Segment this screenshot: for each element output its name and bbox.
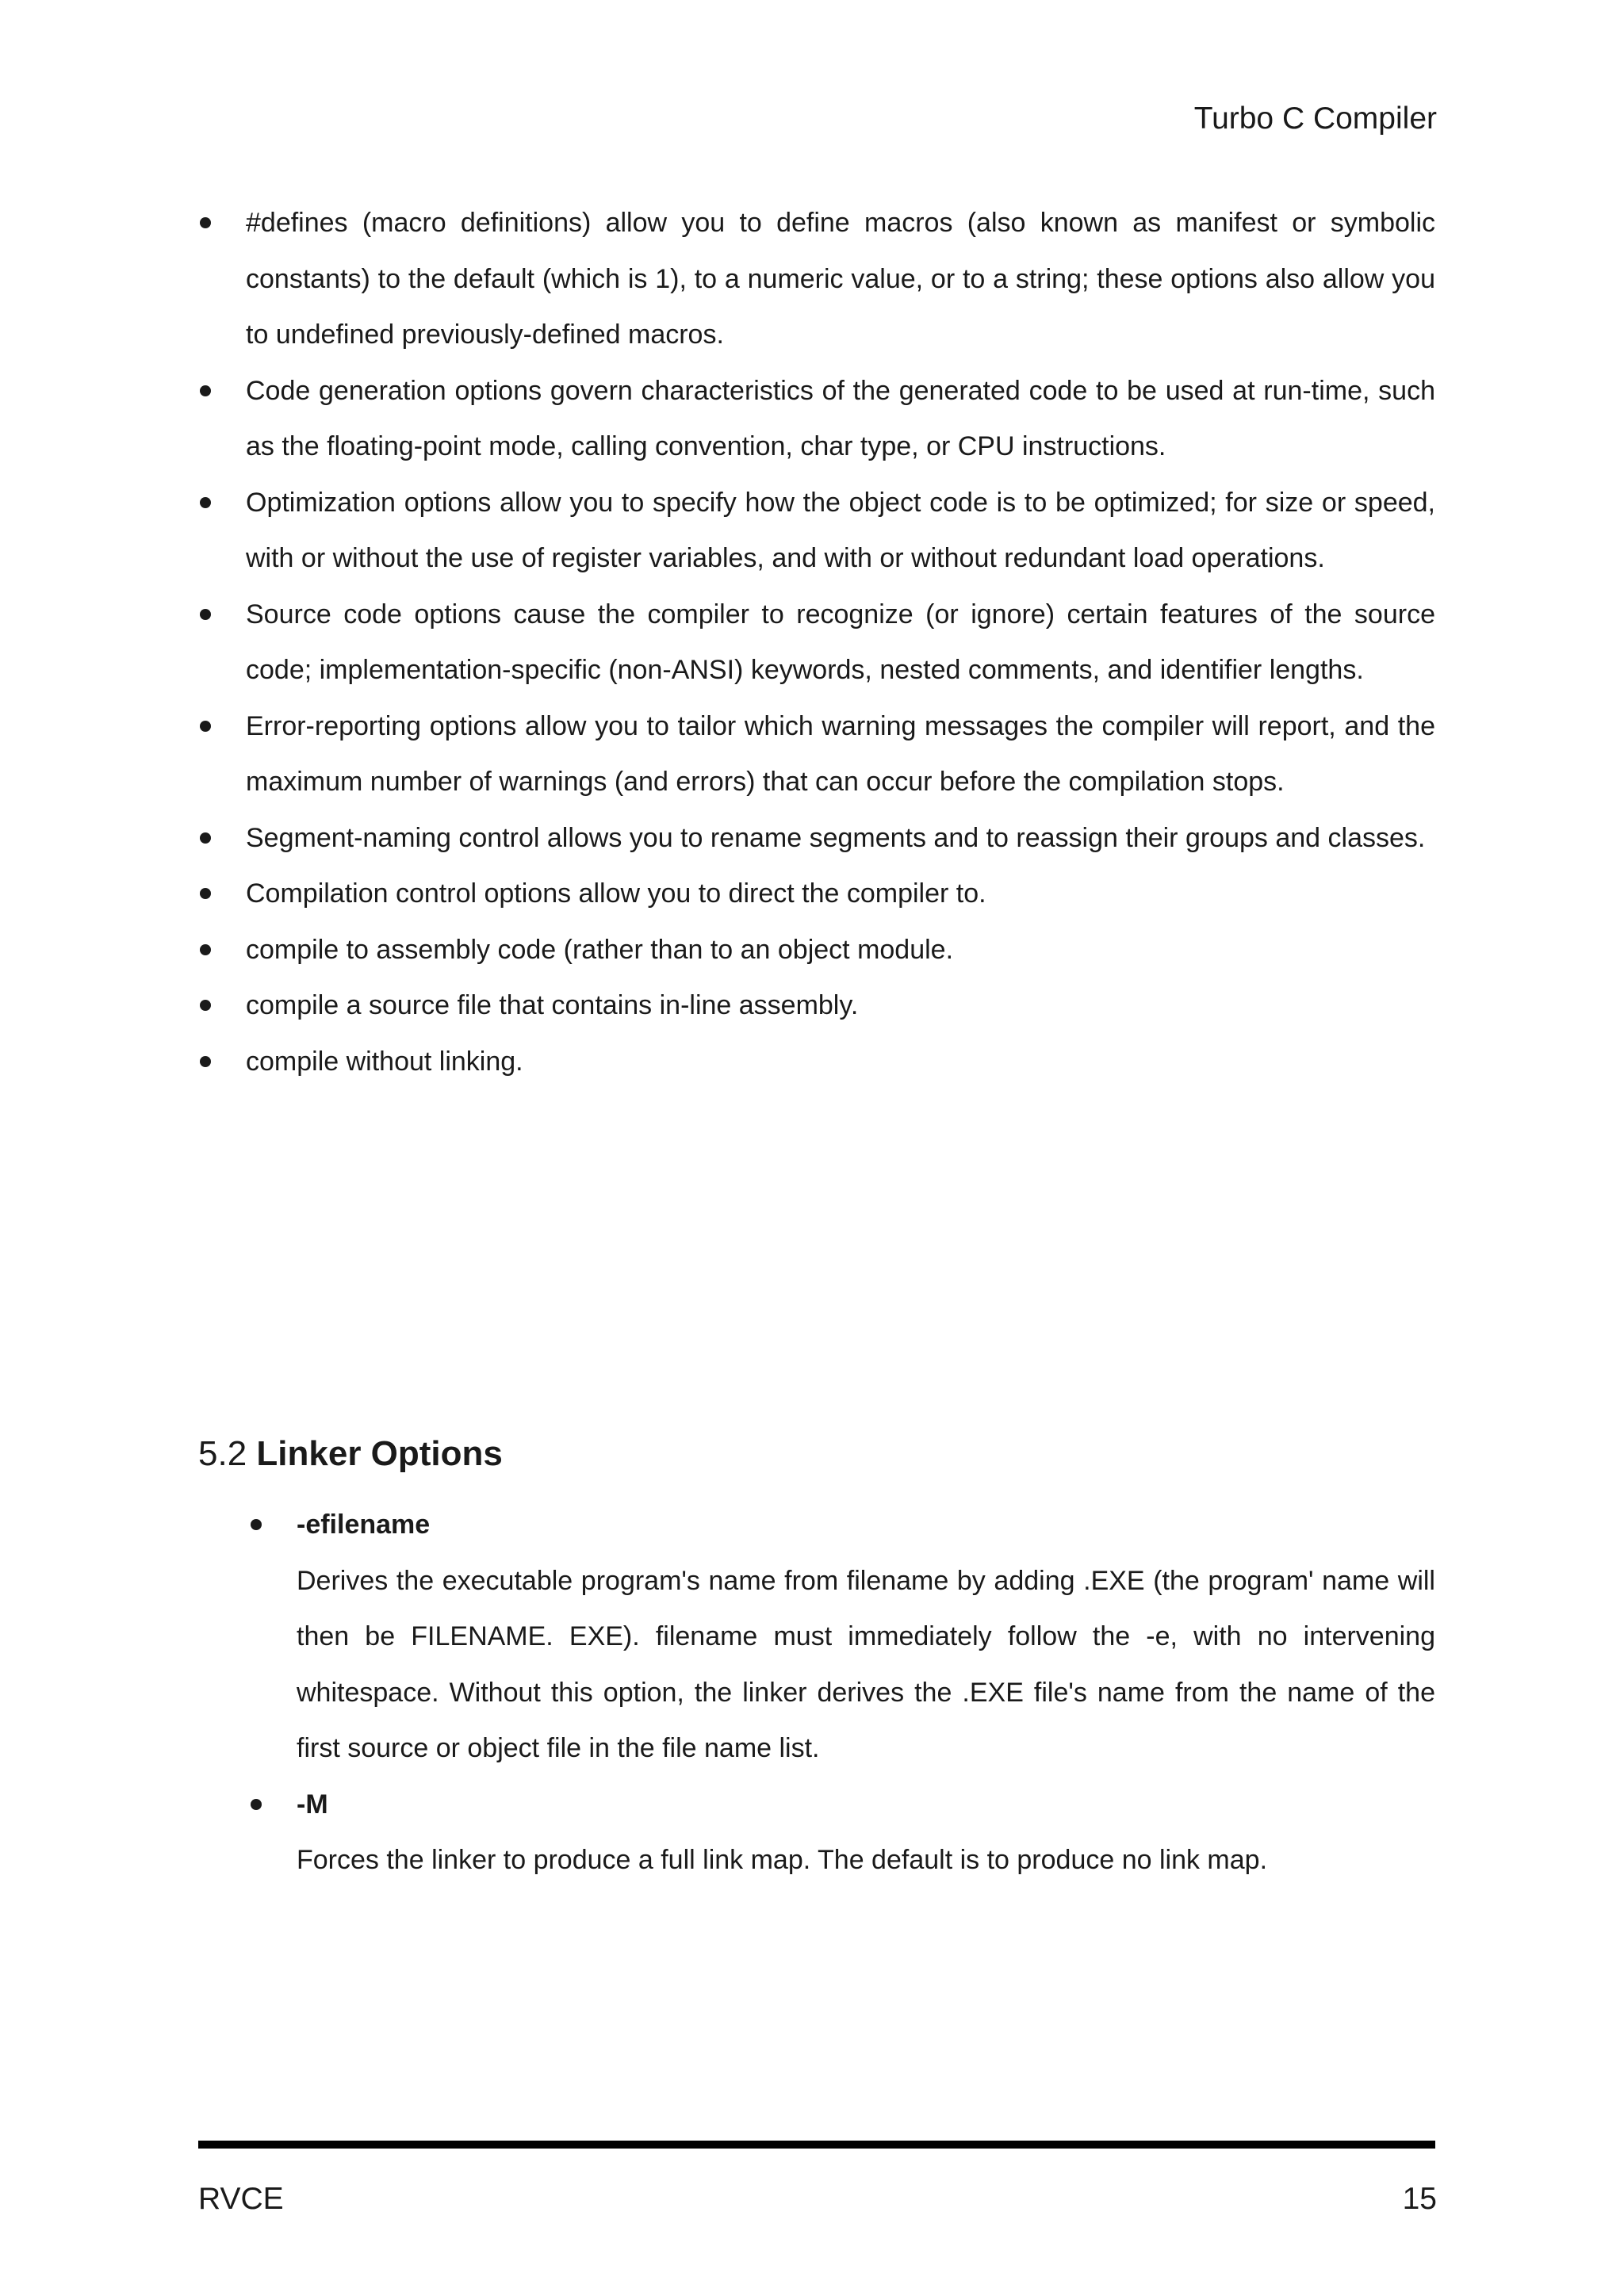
compiler-options-list <box>246 195 1435 1089</box>
section-title: Linker Options <box>256 1434 503 1473</box>
bullet-icon <box>200 609 211 620</box>
list-item <box>246 698 1435 810</box>
bullet-icon <box>200 385 211 396</box>
list-item-text: #defines (macro definitions) allow you to define macros (also known as manifest or symbolic constants) to the default (which is 1), to a numeric value, or to a string; these options also allow you to undefined previously-defined macros. <box>246 208 1435 350</box>
bullet-icon <box>200 1056 211 1067</box>
linker-option <box>297 1497 1435 1777</box>
list-item <box>246 810 1435 867</box>
bullet-icon <box>200 944 211 955</box>
list-item <box>246 475 1435 587</box>
list-item-text: compile to assembly code (rather than to an object module. <box>246 934 954 965</box>
bullet-icon <box>251 1799 262 1810</box>
list-item-text: Code generation options govern characteristics of the generated code to be used at run-time, such as the floating-point mode, calling convention, char type, or CPU instructions. <box>246 375 1435 461</box>
list-item <box>246 978 1435 1034</box>
section-number: 5.2 <box>198 1434 247 1473</box>
list-item <box>246 195 1435 363</box>
bullet-icon <box>200 888 211 899</box>
bullet-icon <box>200 832 211 844</box>
footer-institution: RVCE <box>198 2182 284 2216</box>
option-description: Forces the linker to produce a full link map. The default is to produce no link map. <box>297 1845 1268 1875</box>
bullet-icon <box>200 217 211 228</box>
list-item-text: Source code options cause the compiler to recognize (or ignore) certain features of the source code; implementation-specific (non-ANSI) keywords, nested comments, and identifier lengths. <box>246 599 1435 685</box>
footer-divider <box>198 2141 1435 2149</box>
linker-options-list <box>297 1497 1435 1888</box>
list-item-text: compile a source file that contains in-line assembly. <box>246 990 859 1020</box>
list-item-text: Segment-naming control allows you to rename segments and to reassign their groups and classes. <box>246 822 1426 853</box>
list-item-text: Error-reporting options allow you to tailor which warning messages the compiler will report, and the maximum number of warnings (and errors) that can occur before the compilation stops. <box>246 710 1435 797</box>
list-item-text: compile without linking. <box>246 1046 523 1077</box>
page-number: 15 <box>1402 2182 1437 2216</box>
option-name: -M <box>297 1789 328 1820</box>
bullet-icon <box>200 497 211 508</box>
list-item-text: Compilation control options allow you to direct the compiler to. <box>246 878 986 909</box>
linker-option <box>297 1777 1435 1888</box>
option-description: Derives the executable program's name from filename by adding .EXE (the program' name will then be FILENAME. EXE). filename must immediately follow the -e, with no intervening whitespace. Without this option, the linker derives the .EXE file's name from the name of the first source or object file in the file name list. <box>297 1565 1435 1763</box>
list-item <box>246 587 1435 698</box>
section-heading <box>198 1430 503 1478</box>
list-item <box>246 866 1435 922</box>
list-item <box>246 363 1435 475</box>
option-name: -efilename <box>297 1510 431 1540</box>
bullet-icon <box>200 721 211 732</box>
list-item <box>246 1034 1435 1090</box>
list-item-text: Optimization options allow you to specify how the object code is to be optimized; for size or speed, with or without the use of register variables, and with or without redundant load operations. <box>246 487 1435 573</box>
running-header: Turbo C Compiler <box>1193 101 1437 136</box>
list-item <box>246 922 1435 978</box>
bullet-icon <box>200 1000 211 1011</box>
bullet-icon <box>251 1519 262 1530</box>
